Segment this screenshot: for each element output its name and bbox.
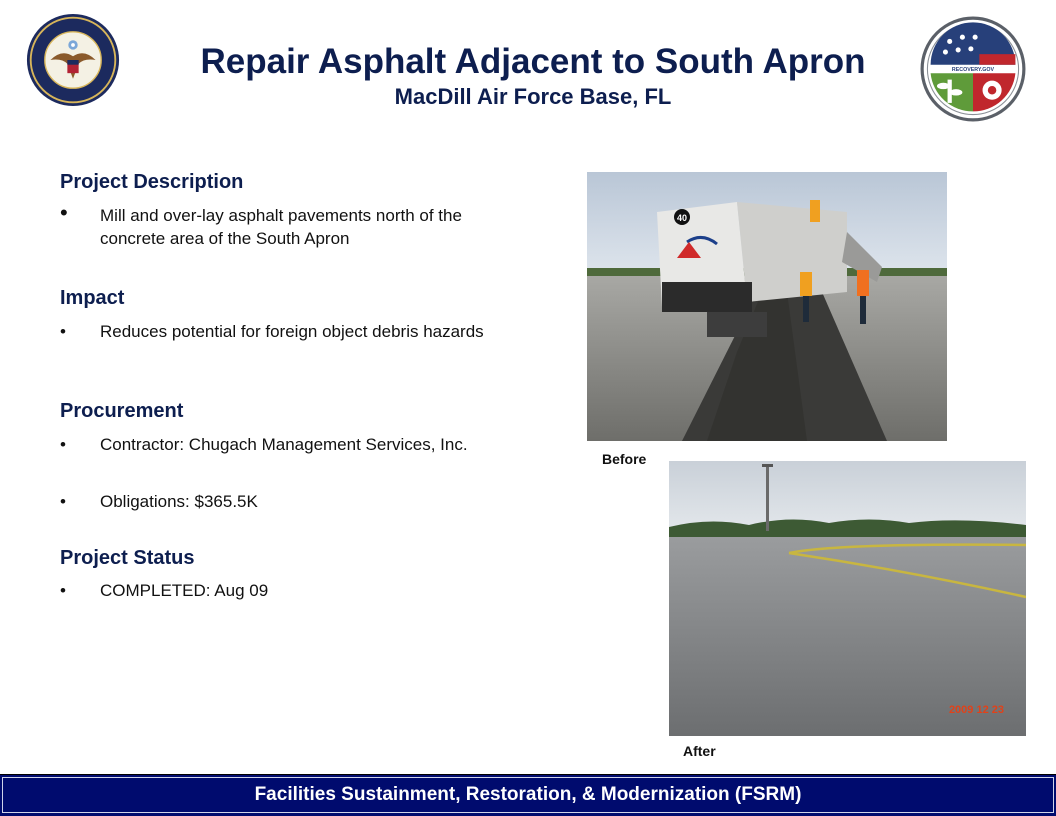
section-heading-impact: Impact bbox=[60, 287, 125, 309]
bullet-icon: • bbox=[60, 322, 66, 341]
page-title: Repair Asphalt Adjacent to South Apron bbox=[200, 42, 866, 81]
before-photo bbox=[587, 172, 947, 441]
list-item: • COMPLETED: Aug 09 bbox=[60, 581, 269, 600]
section-heading-project-status: Project Status bbox=[60, 547, 195, 569]
truck-number: 40 bbox=[676, 213, 688, 223]
list-item: • Contractor: Chugach Management Services, Inc. bbox=[60, 435, 468, 454]
department-of-defense-seal-icon bbox=[26, 13, 120, 107]
bullet-icon: • bbox=[60, 492, 66, 511]
bullet-icon: • bbox=[60, 435, 66, 454]
footer-frame bbox=[2, 777, 1054, 813]
list-item: • Mill and over-lay asphalt pavements north of the concrete area of the South Apron bbox=[60, 200, 462, 248]
photo-date-stamp: 2009 12 23 bbox=[948, 704, 1004, 716]
page-subtitle: MacDill Air Force Base, FL bbox=[394, 84, 672, 109]
list-item: • Obligations: $365.5K bbox=[60, 492, 258, 511]
bullet-icon: • bbox=[60, 581, 66, 600]
before-caption: Before bbox=[602, 451, 647, 467]
footer-bar bbox=[0, 774, 1056, 816]
section-heading-project-description: Project Description bbox=[60, 171, 244, 193]
bullet-icon: • bbox=[60, 200, 68, 225]
section-heading-procurement: Procurement bbox=[60, 400, 184, 422]
after-photo bbox=[669, 461, 1026, 736]
after-caption: After bbox=[683, 743, 716, 759]
svg-text:RECOVERY.GOV: RECOVERY.GOV bbox=[951, 67, 995, 74]
list-item: • Reduces potential for foreign object debris hazards bbox=[60, 322, 484, 341]
footer-title: Facilities Sustainment, Restoration, & Modernization (FSRM) bbox=[254, 784, 802, 805]
